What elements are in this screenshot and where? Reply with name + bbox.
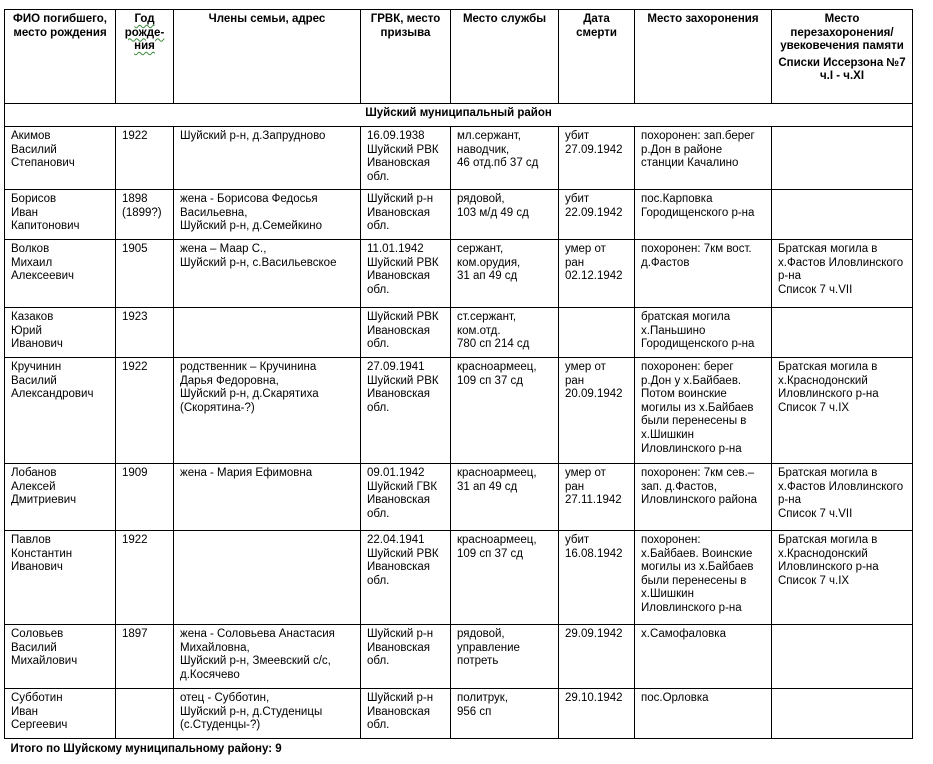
cell-burial: похоронен: х.Байбаев. Воинские могилы из х.Байбаев были перенесены в х.Шишкин Иловлинского р-на (635, 531, 772, 625)
cell-death: умер от ран 27.11.1942 (559, 464, 635, 531)
cell-service: красноармеец, 31 ап 49 сд (451, 464, 559, 531)
header-service: Место службы (451, 10, 559, 104)
cell-death: 29.09.1942 (559, 625, 635, 689)
cell-year: 1898 (1899?) (116, 190, 174, 240)
cell-family: Шуйский р-н, д.Запрудново (174, 127, 361, 190)
cell-death: убит 27.09.1942 (559, 127, 635, 190)
header-year-text: Год рожде-ния (124, 13, 165, 53)
cell-service: мл.сержант, наводчик, 46 отд.пб 37 сд (451, 127, 559, 190)
cell-name: Кручинин Василий Александрович (5, 358, 116, 464)
header-family: Члены семьи, адрес (174, 10, 361, 104)
cell-burial: пос.Орловка (635, 689, 772, 739)
cell-name: Субботин Иван Сергеевич (5, 689, 116, 739)
region-title: Шуйский муниципальный район (5, 104, 913, 127)
cell-burial: х.Самофаловка (635, 625, 772, 689)
header-memorial-lists: Списки Иссерзона №7 ч.I - ч.XI (778, 56, 906, 83)
cell-year: 1909 (116, 464, 174, 531)
table-row (5, 531, 913, 625)
header-row (5, 10, 913, 104)
cell-death: умер от ран 02.12.1942 (559, 240, 635, 308)
cell-year (116, 689, 174, 739)
cell-year: 1922 (116, 127, 174, 190)
header-memorial-text: Место перезахоронения/ увековечения памяти (780, 13, 904, 53)
cell-grvk: 16.09.1938 Шуйский РВК Ивановская обл. (361, 127, 451, 190)
table-row (5, 190, 913, 240)
cell-year: 1905 (116, 240, 174, 308)
cell-family: отец - Субботин, Шуйский р-н, д.Студеницы (с.Студенцы-?) (174, 689, 361, 739)
cell-death: убит 16.08.1942 (559, 531, 635, 625)
cell-memorial (772, 689, 913, 739)
cell-family: жена - Мария Ефимовна (174, 464, 361, 531)
cell-death: 29.10.1942 (559, 689, 635, 739)
cell-year: 1922 (116, 358, 174, 464)
cell-name: Акимов Василий Степанович (5, 127, 116, 190)
cell-memorial (772, 625, 913, 689)
cell-burial: похоронен: 7км сев.– зап. д.Фастов, Иловлинского района (635, 464, 772, 531)
cell-burial: похоронен: берег р.Дон у х.Байбаев. Потом воинские могилы из х.Байбаев были перенесены в х.Шишкин Иловлинского р-на (635, 358, 772, 464)
table-row (5, 240, 913, 308)
header-name: ФИО погибшего, место рождения (5, 10, 116, 104)
cell-service: сержант, ком.орудия, 31 ап 49 сд (451, 240, 559, 308)
cell-service: политрук, 956 сп (451, 689, 559, 739)
cell-death: убит 22.09.1942 (559, 190, 635, 240)
header-memorial (772, 10, 913, 104)
cell-memorial (772, 190, 913, 240)
cell-service: красноармеец, 109 сп 37 сд (451, 531, 559, 625)
cell-service: красноармеец, 109 сп 37 сд (451, 358, 559, 464)
cell-grvk: 09.01.1942 Шуйский ГВК Ивановская обл. (361, 464, 451, 531)
total-text: Итого по Шуйскому муниципальному району: 9 (5, 739, 913, 762)
memorial-table (4, 9, 913, 761)
cell-grvk: Шуйский р-н Ивановская обл. (361, 190, 451, 240)
total-row (5, 739, 913, 762)
header-death: Дата смерти (559, 10, 635, 104)
table-row (5, 308, 913, 358)
cell-service: рядовой, 103 м/д 49 сд (451, 190, 559, 240)
cell-name: Волков Михаил Алексеевич (5, 240, 116, 308)
cell-family (174, 531, 361, 625)
header-grvk: ГРВК, место призыва (361, 10, 451, 104)
cell-name: Борисов Иван Капитонович (5, 190, 116, 240)
region-row (5, 104, 913, 127)
cell-year: 1923 (116, 308, 174, 358)
cell-service: рядовой, управление потреть (451, 625, 559, 689)
table-row (5, 464, 913, 531)
cell-memorial (772, 308, 913, 358)
cell-death (559, 308, 635, 358)
header-year (116, 10, 174, 104)
cell-name: Казаков Юрий Иванович (5, 308, 116, 358)
cell-burial: пос.Карповка Городищенского р-на (635, 190, 772, 240)
cell-year: 1897 (116, 625, 174, 689)
cell-grvk: Шуйский р-н Ивановская обл. (361, 689, 451, 739)
cell-grvk: Шуйский РВК Ивановская обл. (361, 308, 451, 358)
cell-family: жена - Соловьева Анастасия Михайловна, Шуйский р-н, Змеевский с/с, д.Косячево (174, 625, 361, 689)
cell-burial: похоронен: 7км вост. д.Фастов (635, 240, 772, 308)
cell-grvk: 22.04.1941 Шуйский РВК Ивановская обл. (361, 531, 451, 625)
cell-family: родственник – Кручинина Дарья Федоровна, Шуйский р-н, д.Скарятиха (Скорятина-?) (174, 358, 361, 464)
table-row (5, 127, 913, 190)
cell-memorial: Братская могила в х.Фастов Иловлинского р-на Список 7 ч.VII (772, 240, 913, 308)
cell-grvk: 27.09.1941 Шуйский РВК Ивановская обл. (361, 358, 451, 464)
table-row (5, 358, 913, 464)
cell-name: Лобанов Алексей Дмитриевич (5, 464, 116, 531)
cell-burial: похоронен: зап.берег р.Дон в районе станции Качалино (635, 127, 772, 190)
cell-year: 1922 (116, 531, 174, 625)
cell-family (174, 308, 361, 358)
table-row (5, 689, 913, 739)
cell-death: умер от ран 20.09.1942 (559, 358, 635, 464)
cell-name: Соловьев Василий Михайлович (5, 625, 116, 689)
cell-service: ст.сержант, ком.отд. 780 сп 214 сд (451, 308, 559, 358)
cell-family: жена - Борисова Федосья Васильевна, Шуйский р-н, д.Семейкино (174, 190, 361, 240)
header-burial: Место захоронения (635, 10, 772, 104)
cell-memorial (772, 127, 913, 190)
cell-memorial: Братская могила в х.Краснодонский Иловлинского р-на Список 7 ч.IX (772, 531, 913, 625)
cell-grvk: Шуйский р-н Ивановская обл. (361, 625, 451, 689)
cell-family: жена – Маар С., Шуйский р-н, с.Васильевское (174, 240, 361, 308)
cell-burial: братская могила х.Паньшино Городищенского р-на (635, 308, 772, 358)
table-row (5, 625, 913, 689)
cell-name: Павлов Константин Иванович (5, 531, 116, 625)
document (4, 9, 913, 761)
cell-memorial: Братская могила в х.Краснодонский Иловлинского р-на Список 7 ч.IX (772, 358, 913, 464)
cell-memorial: Братская могила в х.Фастов Иловлинского р-на Список 7 ч.VII (772, 464, 913, 531)
cell-grvk: 11.01.1942 Шуйский РВК Ивановская обл. (361, 240, 451, 308)
